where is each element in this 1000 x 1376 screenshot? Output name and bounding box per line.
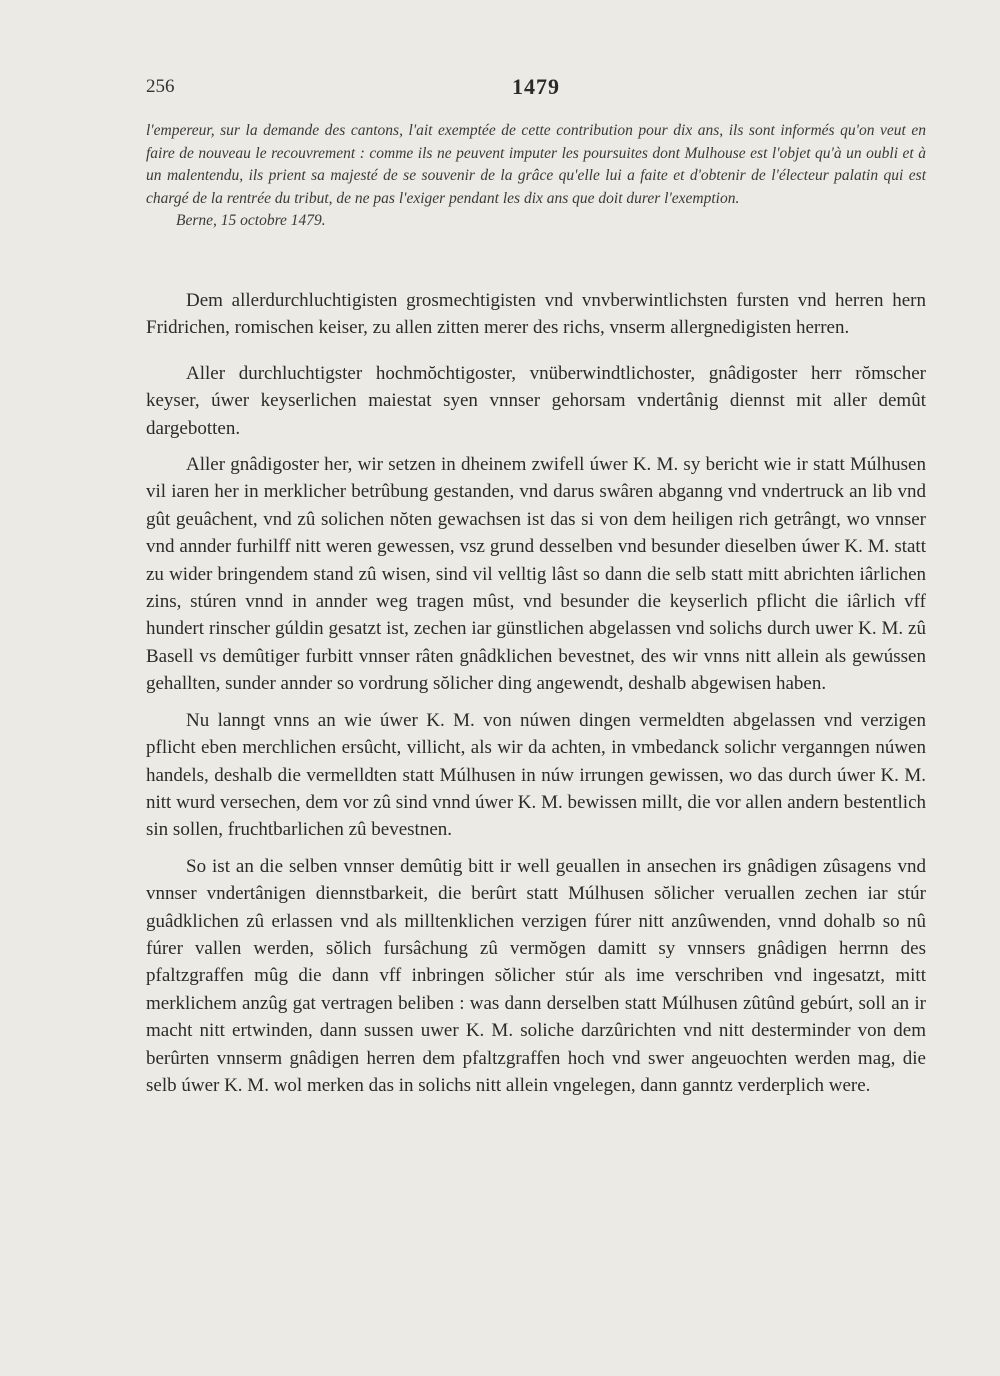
french-summary [146, 120, 926, 233]
letter-paragraph: Aller gnâdigoster her, wir setzen in dheinem zwifell úwer K. M. sy bericht wie ir statt Múlhusen vil iaren her in merklicher betrûbung gestanden, vnd darus swâren abganng vnd vndertruck an lib vnd gût geuâchent, vnd zû solichen nŏten gewachsen ist das si von dem heiligen rich getrângt, wo vnnser vnd annder furhilff nitt weren gewessen, vsz grund desselben vnd besunder dieselben úwer K. M. statt zu wider bringendem stand zû wisen, sind vil velltig lâst so dann die selb statt mitt abrichten iârlichen zins, stúren vnnd in annder weg tragen mûst, vnd besunder die keyserlich pflicht die iârlich vff hundert rinscher gúldin gesatzt ist, zechen iar günstlichen abgelassen vnd solichs durch uwer K. M. zû Basell vs demûtiger furbitt vnnser râten gnâdklichen bevestnet, des wir vnns nitt allein als gewússen gehallten, sunder annder so vordrung sŏlicher ding angewendt, deshalb abgewisen haben. [146, 454, 926, 695]
document-year-heading: 1479 [512, 74, 560, 99]
summary-text: l'empereur, sur la demande des cantons, l'ait exemptée de cette contribution pour dix ans, ils sont informés qu'on veut en faire de nouveau le recouvrement : comme ils ne peuvent imputer les poursuites dont Mulhouse est l'objet qu'à un oubli et à un malentendu, ils prient sa majesté de se souvenir de la grâce qu'elle lui a faite et d'obtenir de l'électeur palatin qui est chargé de la rentrée du tribut, de ne pas l'exiger pendant les dix ans que doit durer l'exemption. [146, 122, 926, 207]
summary-date: Berne, 15 octobre 1479. [176, 212, 326, 230]
letter-paragraph: So ist an die selben vnnser demûtig bitt ir well geuallen in ansechen irs gnâdigen zûsagens vnd vnnser vndertânigen diennstbarkeit, die berûrt statt Múlhusen sŏlicher veruallen zechen iar stúr guâdklichen zû erlassen vnd als milltenklichen verzigen fúrer nitt anzûwenden, vnnd dohalb so nû fúrer vallen werden, sŏlich fursâchung zû vermŏgen damitt sy vnnsers gnâdigen herrnn des pfaltzgraffen mûg die dann vff inbringen sŏlicher stúr als ime verschriben vnd ingesatzt, mitt merklichem anzûg gat vertragen beliben : was dann derselben statt Múlhusen zûtûnd gebúrt, soll an ir macht nitt ertwinden, dann sussen uwer K. M. soliche darzûrichten vnd nitt desterminder von dem berûrten vnnserm gnâdigen herren dem pfaltzgraffen hoch vnd swer angeuochten werden mag, die selb úwer K. M. wol merken das in solichs nitt allein vngelegen, dann ganntz verderplich were. [146, 855, 926, 1096]
letter-address: Dem allerdurchluchtigisten grosmechtigisten vnd vnvberwintlichsten fursten vnd herren hern Fridrichen, romischen keiser, zu allen zitten merer des richs, vnserm allergnedigisten herren. [146, 290, 926, 339]
letter-paragraph: Nu lanngt vnns an wie úwer K. M. von núwen dingen vermeldten abgelassen vnd verzigen pflicht eben merchlichen ersûcht, villicht, als wir da achten, in vmbedanck solichr verganngen núwen handels, deshalb die vermelldten statt Múlhusen in núw irrungen gewissen, wo das durch úwer K. M. nitt wurd versechen, dem vor zû sind vnnd úwer K. M. bewissen millt, die vor allen andern bestentlich sin sollen, fruchtbarlichen zû bevestnen. [146, 709, 926, 841]
letter-body [146, 287, 926, 1108]
page-header [146, 76, 926, 106]
page-number: 256 [146, 76, 175, 97]
letter-greeting: Aller durchluchtigster hochmŏchtigoster, vnüberwindtlichoster, gnâdigoster herr rŏmscher keyser, úwer keyserlichen maiestat syen vnnser gehorsam vndertânig diennst mit aller demût dargebotten. [146, 362, 926, 439]
